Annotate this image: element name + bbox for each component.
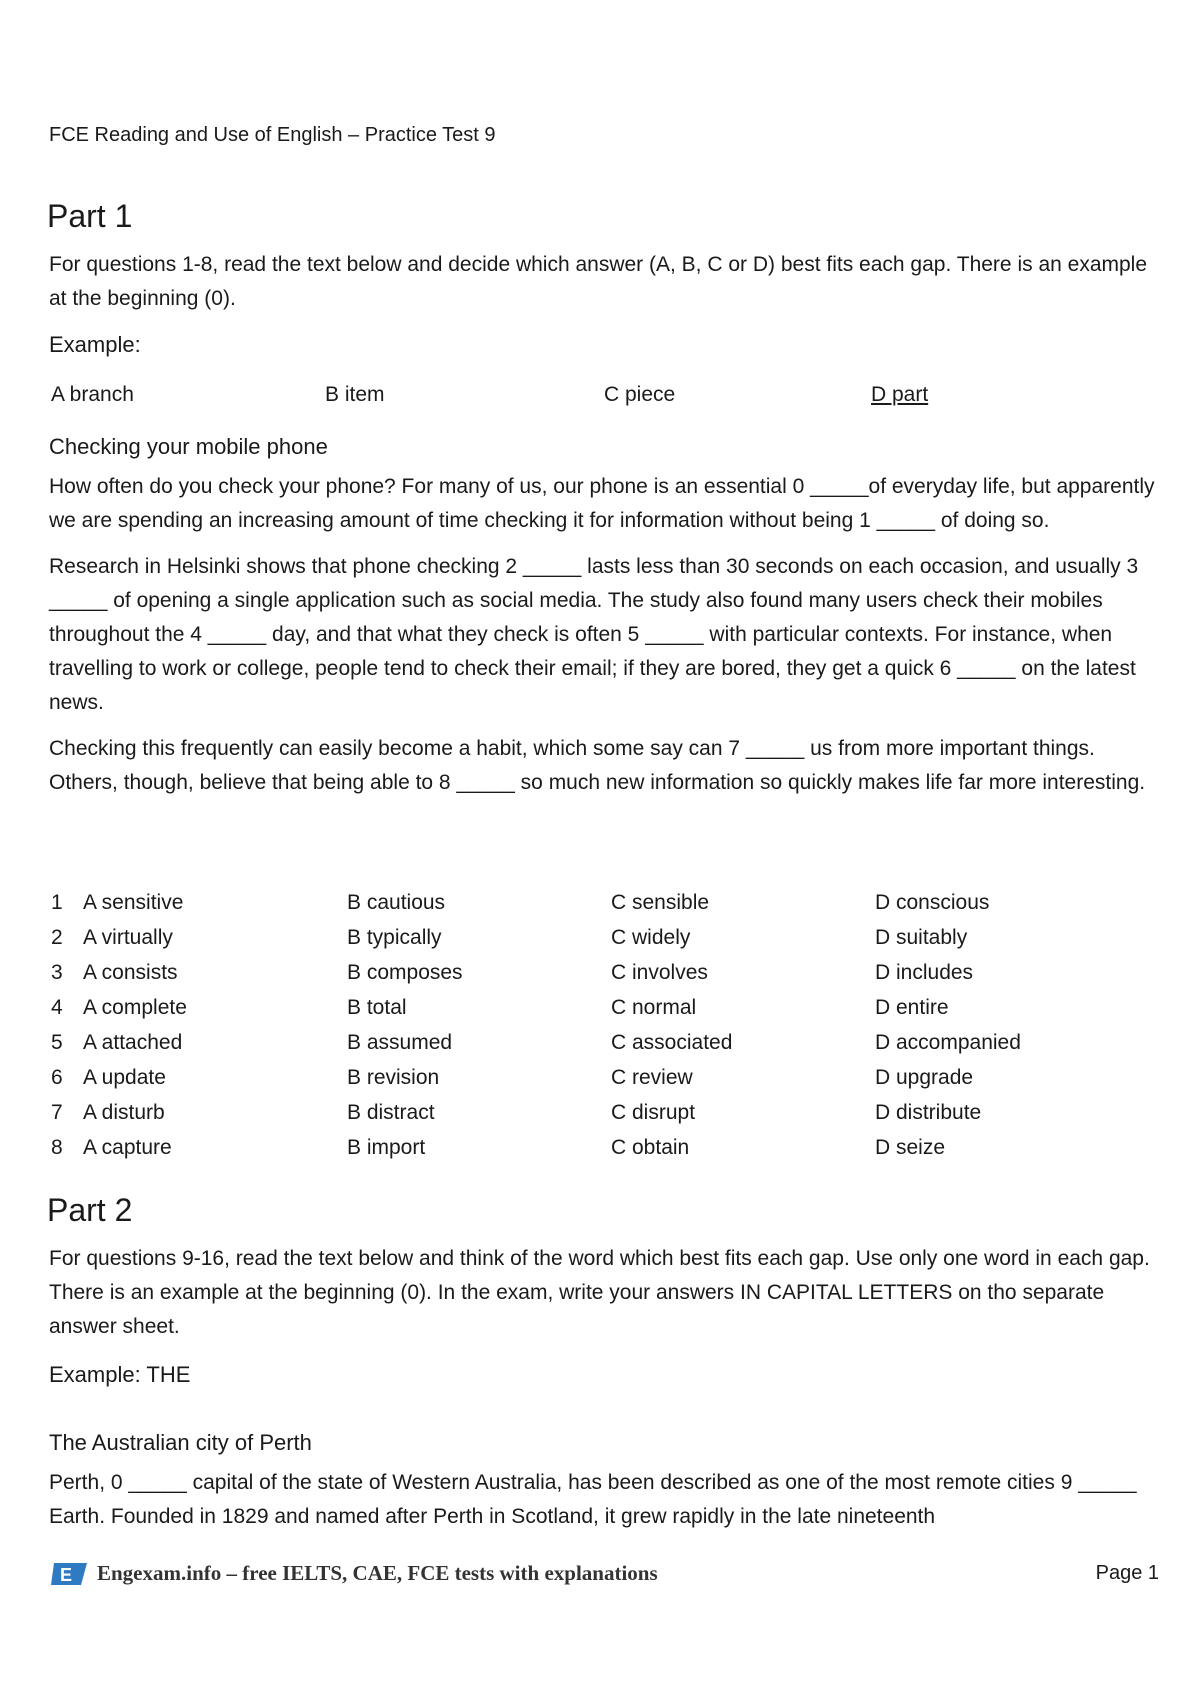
question-number: 3 xyxy=(51,961,63,984)
option-a: A consists xyxy=(83,961,178,984)
part-2-heading: Part 2 xyxy=(47,1192,133,1228)
option-c: C sensible xyxy=(611,891,710,914)
option-row xyxy=(49,1131,1159,1166)
paragraph-2: Research in Helsinki shows that phone checking 2 _____ lasts less than 30 seconds on each occasion, and usually 3 _____ of opening a single application such as social media. The study also found many users check their mobiles throughout the 4 _____ day, and that what they check is often 5 _____ with particular contexts. For instance, when travelling to work or college, people tend to check their email; if they are bored, they get a quick 6 _____ on the latest news. xyxy=(49,555,1139,714)
footer-site-text: Engexam.info – free IELTS, CAE, FCE tests with explanations xyxy=(97,1561,658,1585)
option-d: D distribute xyxy=(875,1101,982,1124)
example-option-b: B item xyxy=(325,383,385,406)
option-c: C normal xyxy=(611,996,697,1019)
question-number: 6 xyxy=(51,1066,63,1089)
option-d: D suitably xyxy=(875,926,968,949)
example-option-d-correct: D part xyxy=(871,383,929,406)
svg-text:E: E xyxy=(60,1565,73,1585)
option-d: D conscious xyxy=(875,891,990,914)
example-option-c: C piece xyxy=(604,383,676,406)
option-row xyxy=(49,1026,1159,1061)
option-a: A sensitive xyxy=(83,891,184,914)
question-number: 1 xyxy=(51,891,63,914)
instructions-text: For questions 1-8, read the text below and decide which answer (A, B, C or D) best fits each gap. There is an example at the beginning (0). xyxy=(49,253,1148,310)
question-number: 2 xyxy=(51,926,63,949)
option-row xyxy=(49,956,1159,991)
part-2-text-title: The Australian city of Perth xyxy=(49,1430,312,1455)
answer-options-table xyxy=(49,886,1159,1166)
option-row xyxy=(49,921,1159,956)
option-a: A complete xyxy=(83,996,187,1019)
option-b: B distract xyxy=(347,1101,435,1124)
option-d: D entire xyxy=(875,996,949,1019)
part-1-text-title: Checking your mobile phone xyxy=(49,434,328,459)
question-number: 7 xyxy=(51,1101,63,1124)
option-a: A attached xyxy=(83,1031,183,1054)
option-a: A disturb xyxy=(83,1101,165,1124)
engexam-logo-icon xyxy=(51,1563,87,1585)
option-b: B typically xyxy=(347,926,442,949)
option-c: C involves xyxy=(611,961,708,984)
question-number: 8 xyxy=(51,1136,63,1159)
option-d: D seize xyxy=(875,1136,946,1159)
part-2-instructions xyxy=(49,1242,1159,1344)
option-b: B import xyxy=(347,1136,426,1159)
option-c: C obtain xyxy=(611,1136,690,1159)
part-1-instructions xyxy=(49,248,1159,316)
option-d: D upgrade xyxy=(875,1066,974,1089)
option-row xyxy=(49,1061,1159,1096)
paragraph-3: Checking this frequently can easily become a habit, which some say can 7 _____ us from more important things. Others, though, believe that being able to 8 _____ so much new information so quickly makes life far more interesting. xyxy=(49,737,1146,794)
example-options xyxy=(49,378,1159,412)
question-number: 4 xyxy=(51,996,63,1019)
document-header: FCE Reading and Use of English – Practice Test 9 xyxy=(49,124,496,146)
option-b: B total xyxy=(347,996,407,1019)
part-1-heading: Part 1 xyxy=(47,198,133,234)
option-d: D includes xyxy=(875,961,974,984)
option-c: C disrupt xyxy=(611,1101,696,1124)
option-c: C review xyxy=(611,1066,693,1089)
part-2-example: Example: THE xyxy=(49,1362,191,1387)
option-row xyxy=(49,1096,1159,1131)
question-number: 5 xyxy=(51,1031,63,1054)
part-2-text xyxy=(49,1466,1159,1534)
paragraph-1: How often do you check your phone? For many of us, our phone is an essential 0 _____of everyday life, but apparently we are spending an increasing amount of time checking it for information without being 1 _____ of doing so. xyxy=(49,475,1155,532)
option-d: D accompanied xyxy=(875,1031,1021,1054)
page-footer xyxy=(49,1556,1159,1590)
paragraph-1: Perth, 0 _____ capital of the state of Western Australia, has been described as one of the most remote cities 9 _____ Earth. Founded in 1829 and named after Perth in Scotland, it grew rapidly in the late nineteenth xyxy=(49,1471,1137,1528)
option-b: B composes xyxy=(347,961,463,984)
option-a: A virtually xyxy=(83,926,173,949)
option-b: B revision xyxy=(347,1066,440,1089)
option-a: A capture xyxy=(83,1136,172,1159)
option-c: C widely xyxy=(611,926,691,949)
option-c: C associated xyxy=(611,1031,733,1054)
example-option-a: A branch xyxy=(51,383,134,406)
option-b: B cautious xyxy=(347,891,446,914)
option-row xyxy=(49,886,1159,921)
option-b: B assumed xyxy=(347,1031,453,1054)
example-label: Example: xyxy=(49,332,141,357)
part-1-text xyxy=(49,470,1159,800)
page-number: Page 1 xyxy=(1095,1562,1159,1584)
instructions-text: For questions 9-16, read the text below and think of the word which best fits each gap. Use only one word in each gap. There is an example at the beginning (0). In the exam, write your answers IN CAPITAL LETTERS on tho separate answer sheet. xyxy=(49,1247,1150,1338)
option-a: A update xyxy=(83,1066,166,1089)
option-row xyxy=(49,991,1159,1026)
